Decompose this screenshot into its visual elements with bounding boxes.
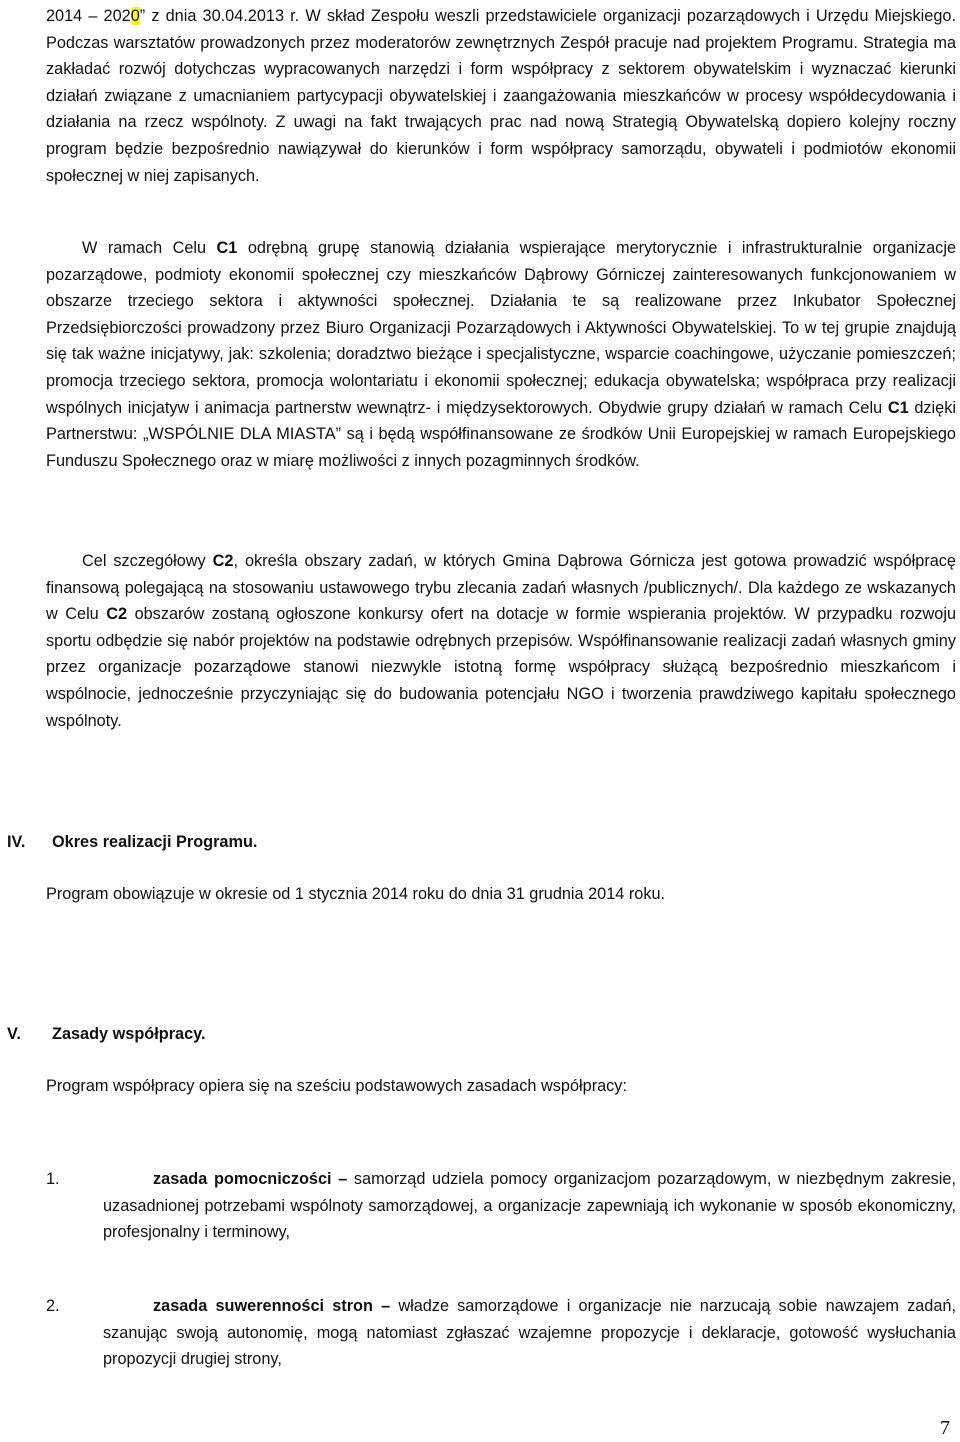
section-heading-iv [7,829,258,855]
list-item-number: 1. [46,1170,60,1188]
list-item-number: 2. [46,1297,60,1315]
text-run: ” z dnia 30.04.2013 r. W skład Zespołu weszli przedstawiciele organizacji pozarządowych i Urzędu Miejskiego. Podczas warsztatów prowadzonych przez moderatorów zewnętrznych Zespół pracuje nad projektem Programu. Strategia ma zakładać rozwój dotychczas wypracowanych narzędzi i form współpracy z sektorem obywatelskim i wyznaczać kierunki działań związane z umacnianiem partycypacji obywatelskiej i zaangażowania mieszkańców w procesy współdecydowania i działania na rzecz wspólnoty. Z uwagi na fakt trwających prac nad nową Strategią Obywatelską dopiero kolejny roczny program będzie bezpośrednio nawiązywał do kierunków i form współpracy samorządu, obywateli i podmiotów ekonomii społecznej w niej zapisanych. [46,7,956,185]
section-title: Okres realizacji Programu. [52,833,258,851]
section-heading-v [7,1021,206,1047]
goal-code: C1 [216,239,238,257]
list-item [103,1293,956,1373]
paragraph-goal-c1 [46,235,956,474]
text-run: , określa obszary zadań, w których Gmina Dąbrowa Górnicza jest gotowa prowadzić współpracę finansową polegającą na stosowaniu ustawowego trybu zlecania zadań własnych /publicznych/. Dla każdego ze wskazanych w Celu [46,552,956,624]
text-run: odrębną grupę stanowią działania wspierające merytorycznie i infrastrukturalnie organizacje pozarządowe, podmioty ekonomii społecznej czy mieszkańców Dąbrowy Górniczej zainteresowanych funkcjonowaniem w obszarze trzeciego sektora i aktywności społecznej. Działania te są realizowane przez Inkubator Społecznej Przedsiębiorczości prowadzony przez Biuro Organizacji Pozarządowych i Aktywności Obywatelskiej. To w tej grupie znajdują się tak ważne inicjatywy, jak: szkolenia; doradztwo bieżące i specjalistyczne, wsparcie coachingowe, użyczanie pomieszczeń; promocja trzeciego sektora, promocja wolontariatu i ekonomii społecznej; edukacja obywatelska; współpraca przy realizacji wspólnych inicjatyw i animacja partnerstw wewnątrz- i międzysektorowych. Obydwie grupy działań w ramach Celu [46,239,956,417]
goal-code: C1 [887,398,909,417]
section-text: Program obowiązuje w okresie od 1 stycznia 2014 roku do dnia 31 grudnia 2014 roku. [46,885,666,903]
highlighted-text: 0 [130,7,140,25]
section-number: V. [7,1025,21,1043]
goal-code: C2 [106,605,128,624]
principle-term: zasada suwerenności stron – [153,1297,391,1315]
paragraph-goal-c2 [46,548,956,734]
paragraph-strategy [46,3,956,189]
text-run: dzięki Partnerstwu: „WSPÓLNIE DLA MIASTA” są i będą współfinansowane ze środków Unii Europejskiej w ramach Europejskiego Funduszu Społecznego oraz w miarę możliwości z innych pozagminnych środków. [46,398,956,470]
section-intro: Program współpracy opiera się na sześciu podstawowych zasadach współpracy: [46,1077,627,1095]
list-item [103,1166,956,1246]
text-run: obszarów zostaną ogłoszone konkursy ofert na dotacje w formie wspierania projektów. W przypadku rozwoju sportu odbędzie się nabór projektów na podstawie odrębnych przepisów. Współfinansowanie realizacji zadań własnych gminy przez organizacje pozarządowe stanowi niezwykle istotną formę współpracy służącą bezpośrednio mieszkańcom i wspólnocie, jednocześnie przyczyniając się do budowania potencjału NGO i tworzenia prawdziwego kapitału społecznego wspólnoty. [46,605,957,730]
principle-text: samorząd udziela pomocy organizacjom pozarządowym, w niezbędnym zakresie, uzasadnionej potrzebami wspólnoty samorządowej, a organizacje zapewniają ich wykonanie w sposób ekonomiczny, profesjonalny i terminowy, [103,1170,956,1242]
goal-code: C2 [212,552,234,570]
text-run: Cel szczegółowy [82,552,213,570]
page-number: 7 [940,1417,950,1439]
text-run: W ramach Celu [82,239,217,257]
principle-text: władze samorządowe i organizacje nie narzucają sobie nawzajem zadań, szanując swoją autonomię, mogą natomiast zgłaszać wzajemne propozycje i deklaracje, gotowość wysłuchania propozycji drugiej strony, [103,1297,956,1369]
section-number: IV. [7,833,26,851]
text-run: 2014 – 202 [46,7,131,25]
section-title: Zasady współpracy. [52,1025,206,1043]
principle-term: zasada pomocniczości – [153,1170,348,1188]
